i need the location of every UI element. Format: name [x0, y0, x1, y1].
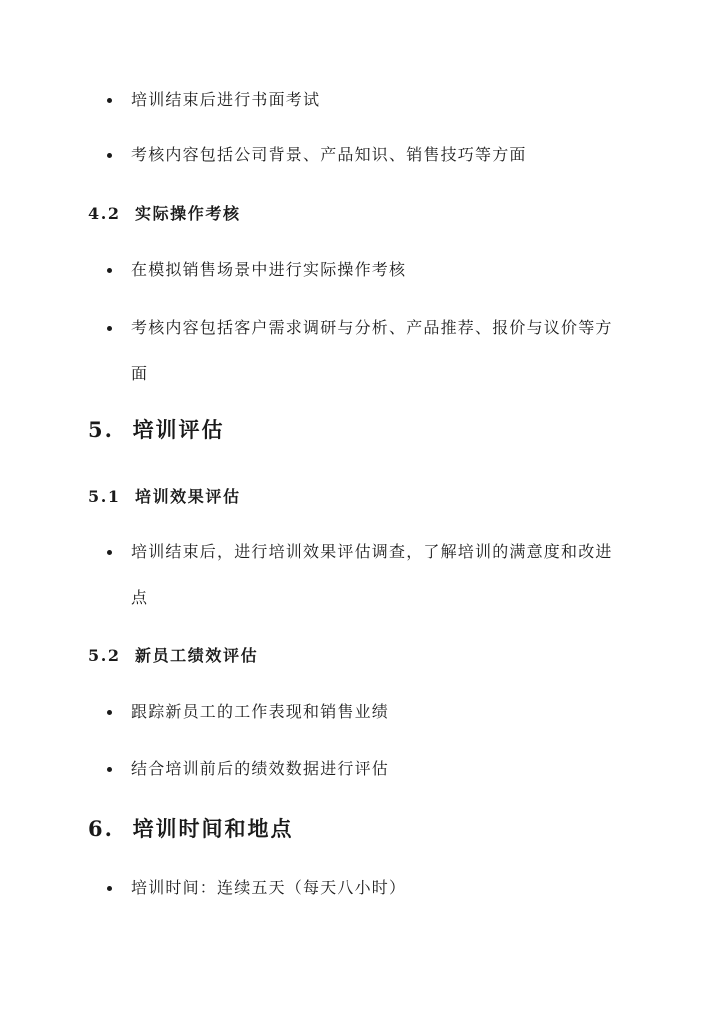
bullet-icon	[107, 767, 112, 772]
bullet-icon	[107, 153, 112, 158]
section-heading-6	[88, 813, 294, 843]
section-title: 培训评估	[132, 417, 225, 442]
section-number: 5.2	[88, 646, 121, 665]
list-item-text: 培训时间：连续五天（每天八小时）	[131, 878, 407, 897]
list-item-text: 考核内容包括公司背景、产品知识、销售技巧等方面	[131, 145, 527, 164]
section-number: 5.	[88, 417, 114, 442]
list-item-text: 培训结束后，进行培训效果评估调查，了解培训的满意度和改进点	[131, 542, 613, 607]
list-item-text: 考核内容包括客户需求调研与分析、产品推荐、报价与议价等方面	[131, 318, 613, 383]
section-heading-5	[88, 414, 225, 444]
section-title: 实际操作考核	[134, 204, 241, 223]
section-number: 5.1	[88, 487, 121, 506]
bullet-icon	[107, 268, 112, 273]
bullet-icon	[107, 326, 112, 331]
list-item-text: 培训结束后进行书面考试	[131, 90, 321, 109]
section-heading-5-2	[88, 643, 258, 666]
section-title: 新员工绩效评估	[134, 646, 259, 665]
section-heading-4-2	[88, 201, 241, 224]
bullet-icon	[107, 98, 112, 103]
section-title: 培训时间和地点	[132, 816, 294, 841]
list-item-text: 在模拟销售场景中进行实际操作考核	[131, 260, 407, 279]
section-heading-5-1	[88, 484, 241, 507]
bullet-icon	[107, 886, 112, 891]
bullet-icon	[107, 710, 112, 715]
list-item-text: 结合培训前后的绩效数据进行评估	[131, 759, 390, 778]
section-title: 培训效果评估	[134, 487, 241, 506]
list-item-text: 跟踪新员工的工作表现和销售业绩	[131, 702, 390, 721]
bullet-icon	[107, 550, 112, 555]
section-number: 4.2	[88, 204, 121, 223]
section-number: 6.	[88, 816, 114, 841]
